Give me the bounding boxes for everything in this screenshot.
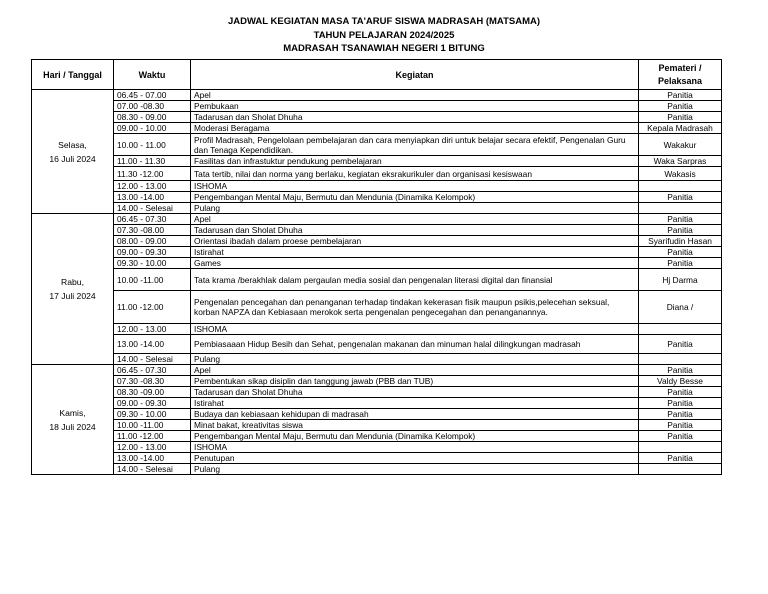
speaker-cell: Diana / [639, 291, 722, 324]
time-cell: 08.30 - 09.00 [114, 112, 191, 123]
table-row [32, 365, 722, 376]
time-cell: 06.45 - 07.30 [114, 214, 191, 225]
speaker-cell: Panitia [639, 335, 722, 354]
activity-cell: ISHOMA [191, 324, 639, 335]
time-cell: 11.00 -12.00 [114, 291, 191, 324]
time-cell: 14.00 - Selesai [114, 464, 191, 475]
time-cell: 07.30 -08.30 [114, 376, 191, 387]
activity-cell: Profil Madrasah, Pengelolaan pembelajaran dan cara menyiapkan diri untuk belajar secara efektif, Pengenalan Guru dan Tenaga Kependidikan. [191, 134, 639, 156]
table-row [32, 387, 722, 398]
time-cell: 11.00 - 11.30 [114, 156, 191, 167]
activity-cell: Istirahat [191, 247, 639, 258]
table-row [32, 134, 722, 156]
activity-cell: Tata tertib, nilai dan norma yang berlaku, kegiatan eksrakurikuler dan organisasi kesiswaan [191, 167, 639, 181]
title-line-1: JADWAL KEGIATAN MASA TA'ARUF SISWA MADRASAH (MATSAMA) [227, 16, 541, 27]
speaker-cell: Panitia [639, 398, 722, 409]
table-row [32, 354, 722, 365]
time-cell: 12.00 - 13.00 [114, 442, 191, 453]
time-cell: 06.45 - 07.30 [114, 365, 191, 376]
activity-cell: Moderasi Beragama [191, 123, 639, 134]
time-cell: 11.30 -12.00 [114, 167, 191, 181]
activity-cell: Pembentukan sikap disiplin dan tanggung jawab (PBB dan TUB) [191, 376, 639, 387]
time-cell: 14.00 - Selesai [114, 203, 191, 214]
table-row [32, 225, 722, 236]
speaker-cell: Panitia [639, 365, 722, 376]
schedule-body [32, 90, 722, 475]
speaker-cell: Valdy Besse [639, 376, 722, 387]
table-row [32, 376, 722, 387]
day-cell [32, 90, 114, 214]
speaker-cell [639, 181, 722, 192]
speaker-cell: Panitia [639, 90, 722, 101]
activity-cell: Apel [191, 214, 639, 225]
table-row [32, 203, 722, 214]
time-cell: 06.45 - 07.00 [114, 90, 191, 101]
table-row [32, 90, 722, 101]
table-row [32, 409, 722, 420]
speaker-cell [639, 354, 722, 365]
time-cell: 08.30 -09.00 [114, 387, 191, 398]
table-row [32, 464, 722, 475]
activity-cell: Istirahat [191, 398, 639, 409]
speaker-cell: Panitia [639, 431, 722, 442]
table-row [32, 269, 722, 291]
table-row [32, 192, 722, 203]
table-row [32, 236, 722, 247]
activity-cell: Tadarusan dan Sholat Dhuha [191, 225, 639, 236]
speaker-cell: Panitia [639, 453, 722, 464]
speaker-cell [639, 203, 722, 214]
activity-cell: Games [191, 258, 639, 269]
activity-cell: Tata krama /berakhlak dalam pergaulan media sosial dan pengenalan literasi digital dan finansial [191, 269, 639, 291]
activity-cell: Pengembangan Mental Maju, Bermutu dan Mendunia (Dinamika Kelompok) [191, 431, 639, 442]
time-cell: 09.30 - 10.00 [114, 409, 191, 420]
day-name: Kamis, [59, 407, 86, 418]
time-cell: 08.00 - 09.00 [114, 236, 191, 247]
table-row [32, 247, 722, 258]
day-cell [32, 365, 114, 475]
time-cell: 10.00 -11.00 [114, 420, 191, 431]
day-date: 16 Juli 2024 [49, 153, 96, 164]
speaker-cell: Panitia [639, 420, 722, 431]
day-name: Selasa, [58, 139, 87, 150]
table-row [32, 453, 722, 464]
day-date: 18 Juli 2024 [49, 421, 96, 432]
speaker-cell: Panitia [639, 409, 722, 420]
activity-cell: Pulang [191, 203, 639, 214]
table-row [32, 398, 722, 409]
header-speaker: Pemateri / Pelaksana [639, 60, 722, 90]
table-row [32, 442, 722, 453]
activity-cell: ISHOMA [191, 181, 639, 192]
activity-cell: Orientasi ibadah dalam proese pembelajaran [191, 236, 639, 247]
speaker-cell: Wakakur [639, 134, 722, 156]
time-cell: 10.00 - 11.00 [114, 134, 191, 156]
activity-cell: Pulang [191, 464, 639, 475]
time-cell: 11.00 -12.00 [114, 431, 191, 442]
speaker-cell: Panitia [639, 101, 722, 112]
table-row [32, 112, 722, 123]
activity-cell: Apel [191, 365, 639, 376]
activity-cell: Pengenalan pencegahan dan penanganan terhadap tindakan kekerasan fisik maupun psikis,pelecehan seksual, korban NAPZA dan Kebiasaan merokok serta pengenalan pengecegahan dan penanganannya. [191, 291, 639, 324]
day-name: Rabu, [61, 277, 84, 287]
time-cell: 07.30 -08.00 [114, 225, 191, 236]
activity-cell: Penutupan [191, 453, 639, 464]
activity-cell: Pengembangan Mental Maju, Bermutu dan Mendunia (Dinamika Kelompok) [191, 192, 639, 203]
table-row [32, 420, 722, 431]
speaker-cell: Panitia [639, 112, 722, 123]
header-time: Waktu [114, 60, 191, 90]
activity-cell: Pulang [191, 354, 639, 365]
time-cell: 09.00 - 10.00 [114, 123, 191, 134]
speaker-cell [639, 464, 722, 475]
activity-cell: Minat bakat, kreativitas siswa [191, 420, 639, 431]
activity-cell: Pembukaan [191, 101, 639, 112]
activity-cell: ISHOMA [191, 442, 639, 453]
header-row [32, 60, 722, 90]
title-line-3: MADRASAH TSANAWIAH NEGERI 1 BITUNG [283, 43, 485, 54]
time-cell: 09.00 - 09.30 [114, 398, 191, 409]
time-cell: 13.00 -14.00 [114, 335, 191, 354]
activity-cell: Pembiasaaan Hidup Besih dan Sehat, pengenalan makanan dan minuman halal dilingkungan madrasah [191, 335, 639, 354]
time-cell: 09.00 - 09.30 [114, 247, 191, 258]
time-cell: 09.30 - 10.00 [114, 258, 191, 269]
activity-cell: Tadarusan dan Sholat Dhuha [191, 112, 639, 123]
time-cell: 10.00 -11.00 [114, 269, 191, 291]
speaker-cell: Kepala Madrasah [639, 123, 722, 134]
table-row [32, 431, 722, 442]
speaker-cell [639, 324, 722, 335]
table-row [32, 214, 722, 225]
table-row [32, 123, 722, 134]
speaker-cell: Panitia [639, 192, 722, 203]
table-row [32, 291, 722, 324]
activity-cell: Tadarusan dan Sholat Dhuha [191, 387, 639, 398]
speaker-cell [639, 442, 722, 453]
speaker-cell: Wakasis [639, 167, 722, 181]
activity-cell: Apel [191, 90, 639, 101]
day-cell [32, 214, 114, 365]
time-cell: 14.00 - Selesai [114, 354, 191, 365]
speaker-cell: Panitia [639, 258, 722, 269]
speaker-cell: Panitia [639, 214, 722, 225]
time-cell: 12.00 - 13.00 [114, 181, 191, 192]
time-cell: 13.00 -14.00 [114, 192, 191, 203]
time-cell: 13.00 -14.00 [114, 453, 191, 464]
table-row [32, 167, 722, 181]
schedule-table [31, 59, 722, 475]
speaker-cell: Hj Darma [639, 269, 722, 291]
table-row [32, 324, 722, 335]
table-row [32, 181, 722, 192]
time-cell: 12.00 - 13.00 [114, 324, 191, 335]
speaker-cell: Syarifudin Hasan [639, 236, 722, 247]
table-row [32, 101, 722, 112]
activity-cell: Fasilitas dan infrastuktur pendukung pembelajaran [191, 156, 639, 167]
header-activity: Kegiatan [191, 60, 639, 90]
day-date: 17 Juli 2024 [49, 291, 96, 301]
activity-cell: Budaya dan kebiasaan kehidupan di madrasah [191, 409, 639, 420]
table-row [32, 258, 722, 269]
speaker-cell: Panitia [639, 387, 722, 398]
document-title [0, 15, 768, 56]
time-cell: 07.00 -08.30 [114, 101, 191, 112]
header-day: Hari / Tanggal [32, 60, 114, 90]
title-line-2: TAHUN PELAJARAN 2024/2025 [313, 29, 455, 41]
table-row [32, 156, 722, 167]
speaker-cell: Panitia [639, 247, 722, 258]
speaker-cell: Waka Sarpras [639, 156, 722, 167]
speaker-cell: Panitia [639, 225, 722, 236]
table-row [32, 335, 722, 354]
